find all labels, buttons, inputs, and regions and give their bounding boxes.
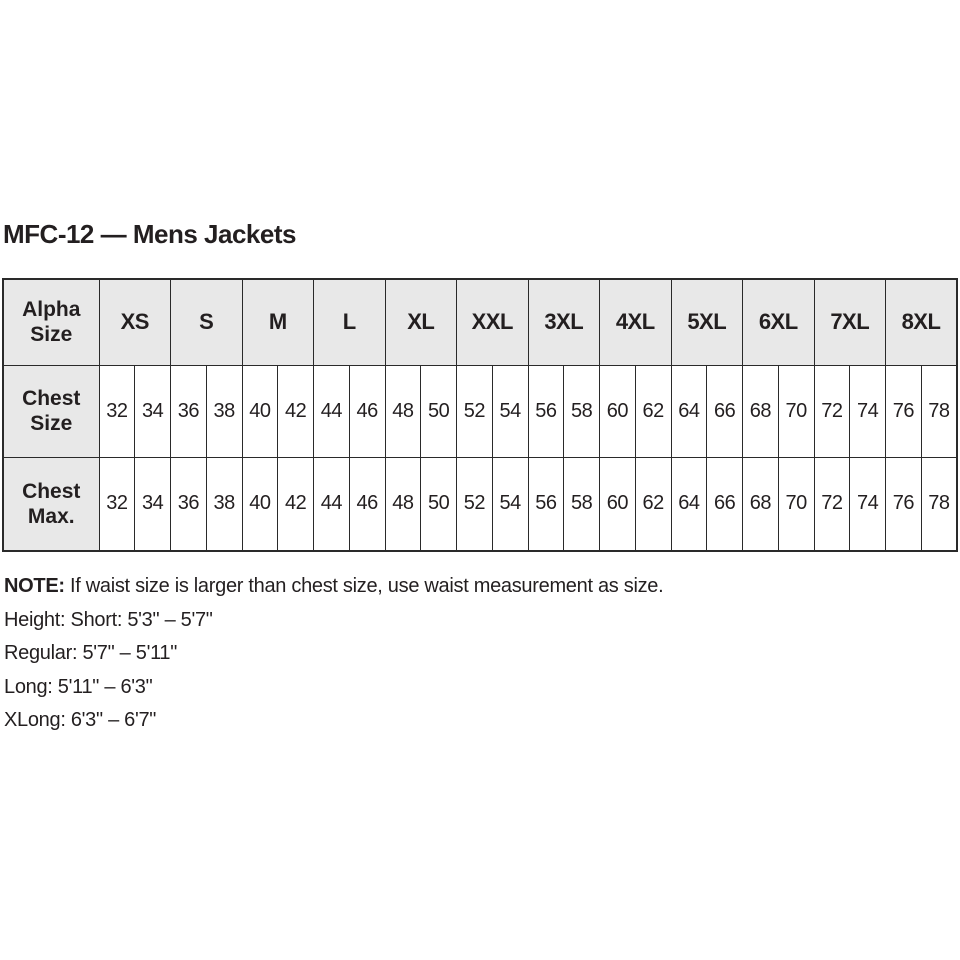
- chest-size-cell-21: 74: [850, 365, 886, 457]
- note-label: NOTE:: [4, 575, 65, 597]
- alpha-size-cell-8: 5XL: [671, 279, 743, 365]
- chest-size-cell-15: 62: [635, 365, 671, 457]
- chest-max-cell-16: 64: [671, 457, 707, 551]
- mens-jackets-size-table: [2, 278, 958, 552]
- chest-size-cell-9: 50: [421, 365, 457, 457]
- note-line: [4, 570, 663, 604]
- alpha-size-cell-5: XXL: [457, 279, 529, 365]
- chest-max-cell-0: 32: [99, 457, 135, 551]
- alpha-size-cell-0: XS: [99, 279, 171, 365]
- chest-max-cell-14: 60: [600, 457, 636, 551]
- table-row-chest-size: [3, 365, 957, 457]
- alpha-size-cell-10: 7XL: [814, 279, 886, 365]
- chest-max-cell-17: 66: [707, 457, 743, 551]
- chest-size-cell-19: 70: [778, 365, 814, 457]
- chest-size-cell-0: 32: [99, 365, 135, 457]
- chest-size-cell-1: 34: [135, 365, 171, 457]
- table-row-alpha-size: [3, 279, 957, 365]
- chest-max-cell-4: 40: [242, 457, 278, 551]
- alpha-size-cell-4: XL: [385, 279, 457, 365]
- chest-size-cell-22: 76: [886, 365, 922, 457]
- chest-max-cell-12: 56: [528, 457, 564, 551]
- chest-size-cell-11: 54: [492, 365, 528, 457]
- chest-size-cell-17: 66: [707, 365, 743, 457]
- chest-max-cell-11: 54: [492, 457, 528, 551]
- chest-size-cell-6: 44: [314, 365, 350, 457]
- chest-size-cell-13: 58: [564, 365, 600, 457]
- chest-size-cell-12: 56: [528, 365, 564, 457]
- chest-size-cell-16: 64: [671, 365, 707, 457]
- alpha-size-cell-6: 3XL: [528, 279, 600, 365]
- row-header-chest-max: Chest Max.: [3, 457, 99, 551]
- footnotes: [4, 570, 663, 738]
- alpha-size-cell-3: L: [314, 279, 386, 365]
- chest-size-cell-3: 38: [206, 365, 242, 457]
- chest-max-cell-9: 50: [421, 457, 457, 551]
- chest-max-cell-18: 68: [743, 457, 779, 551]
- chest-max-cell-1: 34: [135, 457, 171, 551]
- chest-size-cell-7: 46: [349, 365, 385, 457]
- chest-size-cell-2: 36: [171, 365, 207, 457]
- chest-max-cell-15: 62: [635, 457, 671, 551]
- alpha-size-cell-7: 4XL: [600, 279, 672, 365]
- note-text: If waist size is larger than chest size, use waist measurement as size.: [64, 575, 664, 597]
- chest-max-cell-8: 48: [385, 457, 421, 551]
- table-row-chest-max: [3, 457, 957, 551]
- chest-max-cell-3: 38: [206, 457, 242, 551]
- page-title: MFC-12 — Mens Jackets: [3, 219, 296, 249]
- chest-max-cell-20: 72: [814, 457, 850, 551]
- note-line-height-regular: Regular: 5'7" – 5'11": [4, 642, 178, 664]
- note-line-height-short: Height: Short: 5'3" – 5'7": [4, 608, 213, 631]
- chest-max-cell-10: 52: [457, 457, 493, 551]
- chest-size-cell-23: 78: [921, 365, 957, 457]
- note-line-height-long: Long: 5'11" – 6'3": [4, 675, 153, 698]
- chest-size-cell-18: 68: [743, 365, 779, 457]
- alpha-size-cell-1: S: [171, 279, 243, 365]
- chest-max-cell-23: 78: [921, 457, 957, 551]
- chest-max-cell-6: 44: [314, 457, 350, 551]
- alpha-size-cell-2: M: [242, 279, 314, 365]
- chest-max-cell-21: 74: [850, 457, 886, 551]
- row-header-chest-size: Chest Size: [3, 365, 99, 457]
- chest-size-cell-5: 42: [278, 365, 314, 457]
- chest-size-cell-4: 40: [242, 365, 278, 457]
- chest-max-cell-7: 46: [349, 457, 385, 551]
- chest-max-cell-5: 42: [278, 457, 314, 551]
- alpha-size-cell-11: 8XL: [886, 279, 958, 365]
- chest-max-cell-19: 70: [778, 457, 814, 551]
- chest-size-cell-14: 60: [600, 365, 636, 457]
- chest-size-cell-8: 48: [385, 365, 421, 457]
- chest-size-cell-20: 72: [814, 365, 850, 457]
- chest-size-cell-10: 52: [457, 365, 493, 457]
- note-line-height-xlong: XLong: 6'3" – 6'7": [4, 709, 157, 731]
- alpha-size-cell-9: 6XL: [743, 279, 815, 365]
- chest-max-cell-13: 58: [564, 457, 600, 551]
- chest-max-cell-2: 36: [171, 457, 207, 551]
- chest-max-cell-22: 76: [886, 457, 922, 551]
- row-header-alpha-size: Alpha Size: [3, 279, 99, 365]
